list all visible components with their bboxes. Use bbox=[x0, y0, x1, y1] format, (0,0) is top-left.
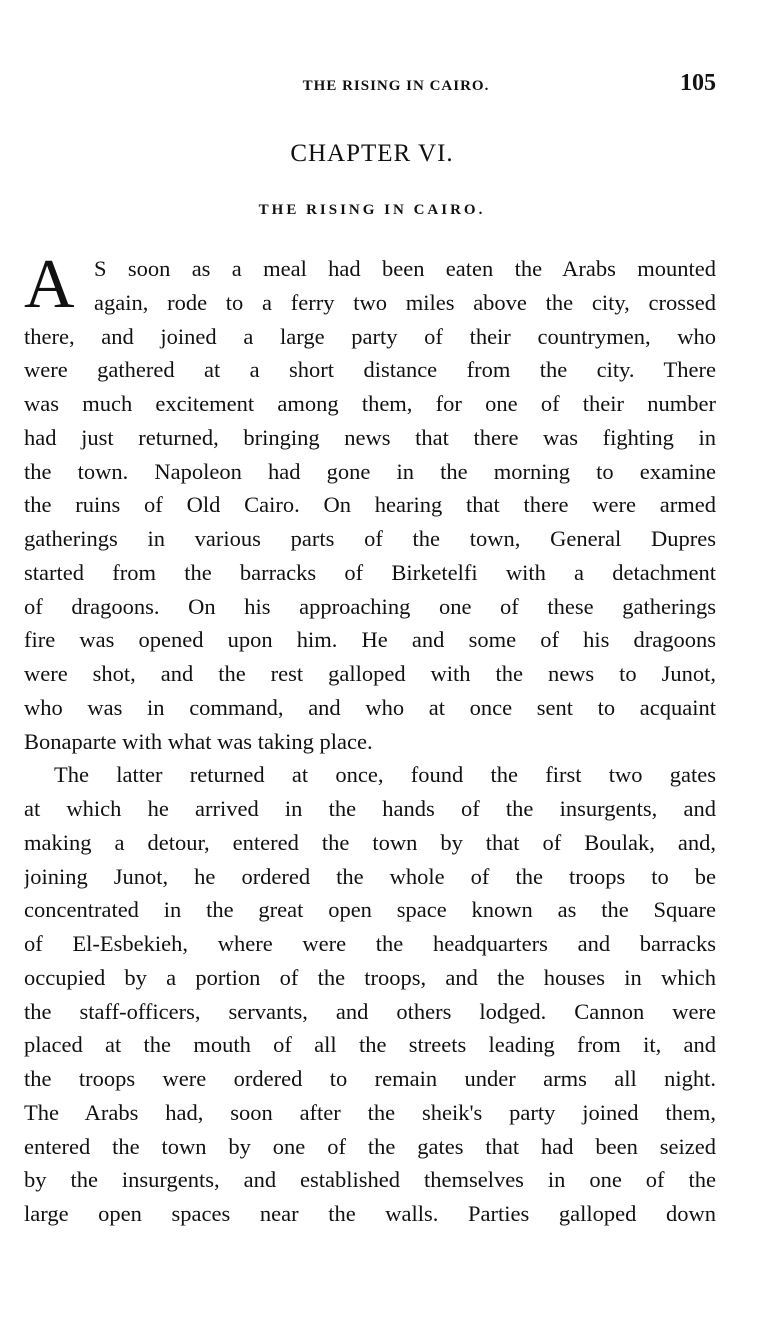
text-line: Bonaparte with what was taking place. bbox=[24, 728, 373, 754]
text-line: the staff-officers, servants, and others lodged. Cannon were bbox=[24, 998, 716, 1024]
text-line: who was in command, and who at once sent to acquaint bbox=[24, 694, 716, 720]
text-line: fire was opened upon him. He and some of his dragoons bbox=[24, 627, 716, 653]
text-line: occupied by a portion of the troops, and the houses in which bbox=[24, 964, 716, 990]
text-line: of dragoons. On his approaching one of these gatherings bbox=[24, 593, 716, 619]
text-line: at which he arrived in the hands of the insurgents, and bbox=[24, 796, 716, 821]
text-line: the ruins of Old Cairo. On hearing that there were armed bbox=[24, 492, 716, 518]
text-line: S soon as a meal had been eaten the Arabs mounted bbox=[94, 256, 716, 281]
text-line: placed at the mouth of all the streets leading from it, and bbox=[24, 1032, 716, 1058]
text-line: there, and joined a large party of their countrymen, who bbox=[24, 323, 716, 349]
opening-lines bbox=[24, 246, 716, 323]
text-line: entered the town by one of the gates that had been seized bbox=[24, 1133, 716, 1159]
body-text bbox=[24, 246, 716, 1231]
text-line: concentrated in the great open space known as the Square bbox=[24, 897, 716, 923]
running-title: THE RISING IN CAIRO. bbox=[302, 78, 490, 94]
text-line: of El-Esbekieh, where were the headquarters and barracks bbox=[24, 931, 716, 956]
text-line: gatherings in various parts of the town, General Dupres bbox=[24, 526, 716, 551]
text-line: by the insurgents, and established themselves in one of the bbox=[24, 1167, 716, 1193]
text-line: making a detour, entered the town by that of Boulak, and, bbox=[24, 829, 716, 855]
chapter-title: THE RISING IN CAIRO. bbox=[258, 202, 486, 218]
text-line: the troops were ordered to remain under arms all night. bbox=[24, 1066, 716, 1091]
drop-cap: A bbox=[24, 246, 75, 323]
text-line: The latter returned at once, found the first two gates bbox=[54, 762, 716, 788]
text-line: were gathered at a short distance from the city. There bbox=[24, 357, 716, 383]
text-line: the town. Napoleon had gone in the morning to examine bbox=[24, 458, 716, 484]
text-line: were shot, and the rest galloped with the news to Junot, bbox=[24, 661, 716, 686]
chapter-number: CHAPTER VI. bbox=[290, 140, 454, 167]
text-line: joining Junot, he ordered the whole of the troops to be bbox=[24, 863, 716, 889]
page-number: 105 bbox=[680, 70, 716, 96]
text-line: again, rode to a ferry two miles above the city, crossed bbox=[94, 289, 716, 315]
text-line: large open spaces near the walls. Parties galloped down bbox=[24, 1201, 716, 1226]
text-line: started from the barracks of Birketelfi with a detachment bbox=[24, 559, 716, 585]
running-head bbox=[24, 70, 716, 104]
text-line: was much excitement among them, for one of their number bbox=[24, 391, 716, 416]
text-line: had just returned, bringing news that there was fighting in bbox=[24, 424, 716, 450]
text-line: The Arabs had, soon after the sheik's party joined them, bbox=[24, 1099, 716, 1125]
